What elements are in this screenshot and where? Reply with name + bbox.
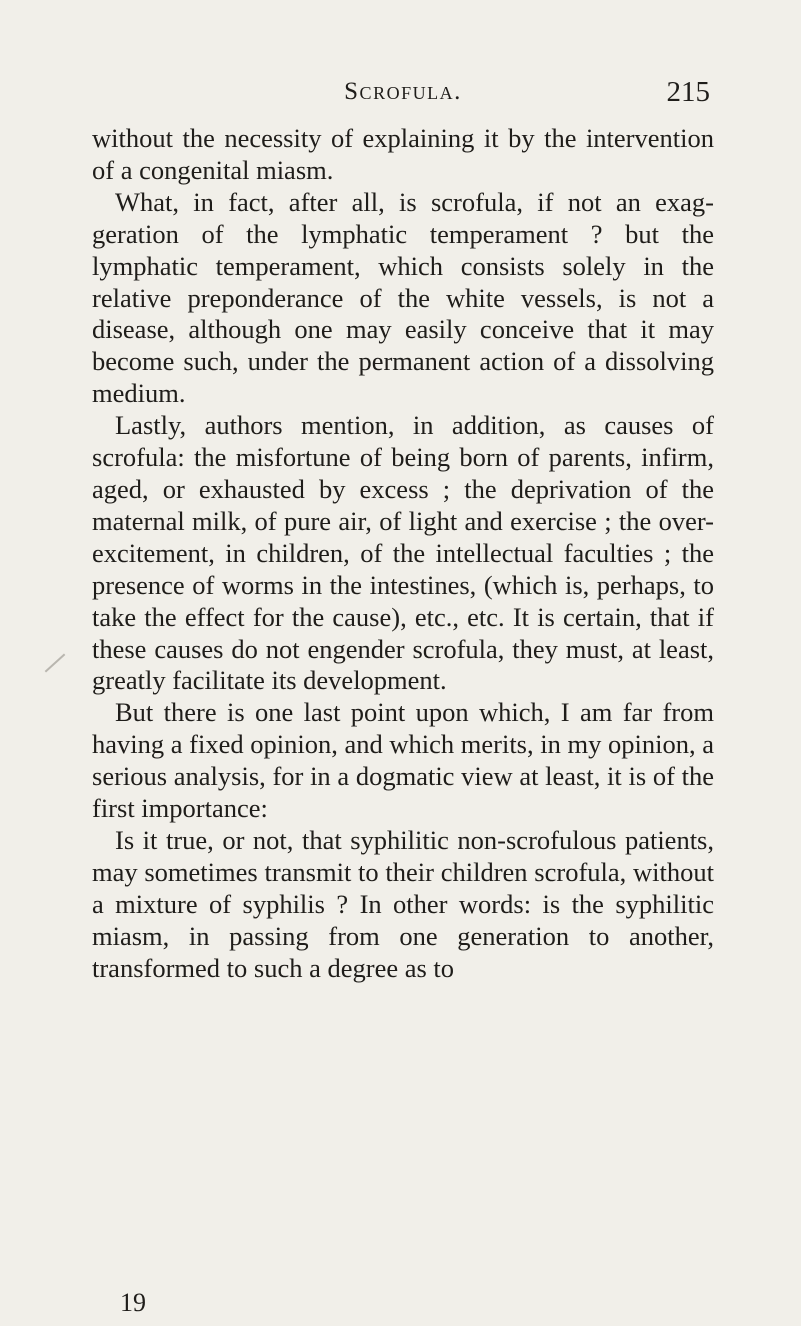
body-text [92,123,714,984]
paragraph-4: But there is one last point upon which, I am far from having a fixed opinion, and which merits, in my opinion, a serious analysis, for in a dogmatic view at least, it is of the first importance: [92,697,714,824]
page-number: 215 [666,76,710,108]
paragraph-1: without the necessity of explaining it by the intervention of a congenital miasm. [92,123,714,185]
paragraph-5: Is it true, or not, that syphilitic non-scrofulous patients, may sometimes transmit to their children scrofula, without a mixture of syphilis ? In other words: is the syphilitic miasm, in passing from one generation to another, transformed to such a degree as to [92,824,714,983]
page-header [96,76,710,110]
running-title: Scrofula. [344,78,462,105]
pencil-mark [45,654,66,673]
signature-mark: 19 [120,1288,146,1317]
paragraph-3: Lastly, authors mention, in addition, as causes of scrofula: the misfortune of being born of parents, infirm, aged, or exhausted by excess ; the deprivation of the maternal milk, of pure air, of light and exercise ; the over-excitement, in children, of the intellectual faculties ; the presence of worms in the intestines, (which is, perhaps, to take the effect for the cause), etc., etc. It is certain, that if these causes do not engender scrofula, they must, at least, greatly facilitate its development. [92,410,714,696]
paragraph-2: What, in fact, after all, is scrofula, if not an exaggeration of the lymphatic temperament ? but the lymphatic temperament, which consists solely in the relative preponderance of the white vessels, is not a disease, although one may easily conceive that it may become such, under the permanent action of a dissolving medium. [92,186,714,409]
